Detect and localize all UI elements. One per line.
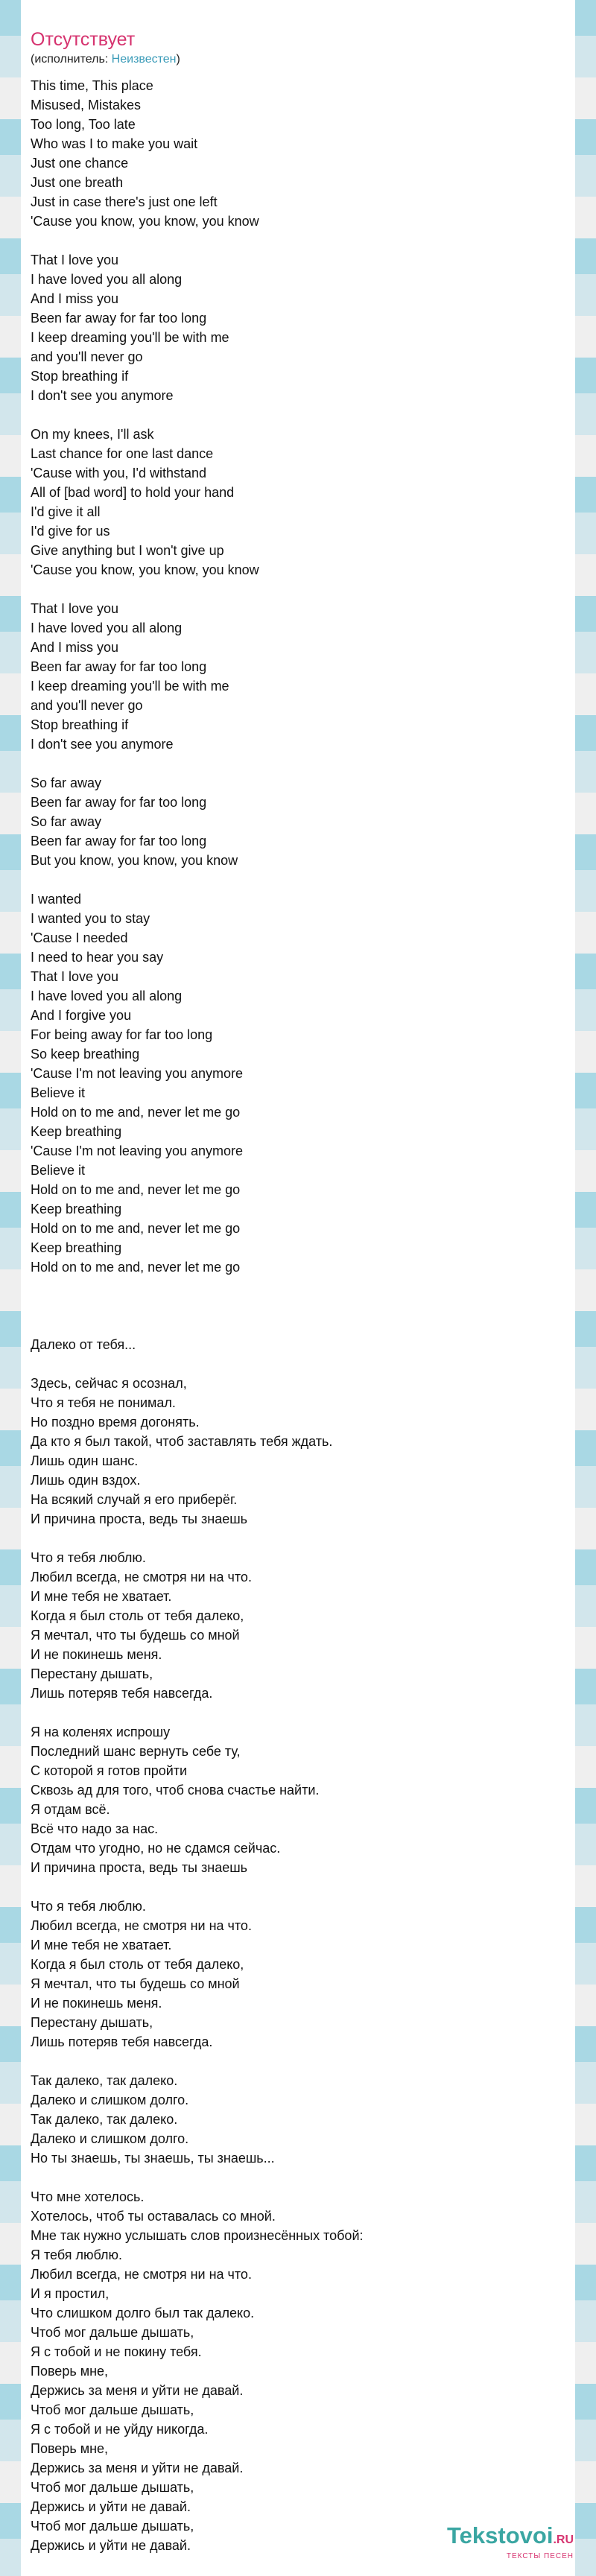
site-logo[interactable] xyxy=(447,2524,574,2561)
song-title: Отсутствует xyxy=(31,29,136,50)
brand-logo-text xyxy=(447,2524,574,2552)
artist-line xyxy=(31,52,552,67)
artist-suffix: ) xyxy=(176,53,180,66)
brand-tagline: ТЕКСТЫ ПЕСЕН xyxy=(506,2552,574,2560)
lyrics-page xyxy=(31,28,552,2555)
brand-name: Tekstovoi xyxy=(447,2522,554,2548)
artist-prefix: (исполнитель: xyxy=(31,53,112,66)
brand-tld: .RU xyxy=(553,2534,574,2546)
artist-link[interactable]: Неизвестен xyxy=(111,53,177,66)
lyrics-text: This time, This place Misused, Mistakes Too long, Too late Who was I to make you wait Just one chance Just one breath Just in case there's just one left 'Cause you know, you know, you know That I love you I have loved you all along And I miss you Been far away for far too long I keep dreaming you'll be with me and you'll never go Stop breathing if I don't see you anymore On my knees, I'll ask Last chance for one last dance 'Cause with you, I'd withstand All of [bad word] to hold your hand I'd give it all I'd give for us Give anything but I won't give up 'Cause you know, you know, you know That I love you I have loved you all along And I miss you Been far away for far too long I keep dreaming you'll be with me and you'll never go Stop breathing if I don't see you anymore So far away Been far away for far too long So far away Been far away for far too long But you know, you know, you know I wanted I wanted you to stay 'Cause I needed I need to hear you say That I love you I have loved you all along And I forgive you For being away for far too long So keep breathing 'Cause I'm not leaving you anymore Believe it Hold on to me and, never let me go Keep breathing 'Cause I'm not leaving you anymore Believe it Hold on to me and, never let me go Keep breathing Hold on to me and, never let me go Keep breathing Hold on to me and, never let me go Далеко от тебя... Здесь, сейчас я осознал, Что я тебя не понимал. Но поздно время догонять. Да кто я был такой, чтоб заставлять тебя ждать. Лишь один шанс. Лишь один вздох. На всякий случай я его приберёг. И причина проста, ведь ты знаешь Что я тебя люблю. Любил всегда, не смотря ни на что. И мне тебя не хватает. Когда я был столь от тебя далеко, Я мечтал, что ты будешь со мной И не покинешь меня. Перестану дышать, Лишь потеряв тебя навсегда. Я на коленях испрошу Последний шанс вернуть себе ту, С которой я готов пройти Сквозь ад для того, чтоб снова счастье найти. Я отдам всё. Всё что надо за нас. Отдам что угодно, но не сдамся сейчас. И причина проста, ведь ты знаешь Что я тебя люблю. Любил всегда, не смотря ни на что. И мне тебя не хватает. Когда я был столь от тебя далеко, Я мечтал, что ты будешь со мной И не покинешь меня. Перестану дышать, Лишь потеряв тебя навсегда. Так далеко, так далеко. Далеко и слишком долго. Так далеко, так далеко. Далеко и слишком долго. Но ты знаешь, ты знаешь, ты знаешь... Что мне хотелось. Хотелось, чтоб ты оставалась со мной. Мне так нужно услышать слов произнесённых тобой: Я тебя люблю. Любил всегда, не смотря ни на что. И я простил, Что слишком долго был так далеко. Чтоб мог дальше дышать, Я с тобой и не покину тебя. Поверь мне, Держись за меня и уйти не давай. Чтоб мог дальше дышать, Я с тобой и не уйду никогда. Поверь мне, Держись за меня и уйти не давай. Чтоб мог дальше дышать, Держись и уйти не давай. Чтоб мог дальше дышать, Держись и уйти не давай. xyxy=(31,78,364,2553)
